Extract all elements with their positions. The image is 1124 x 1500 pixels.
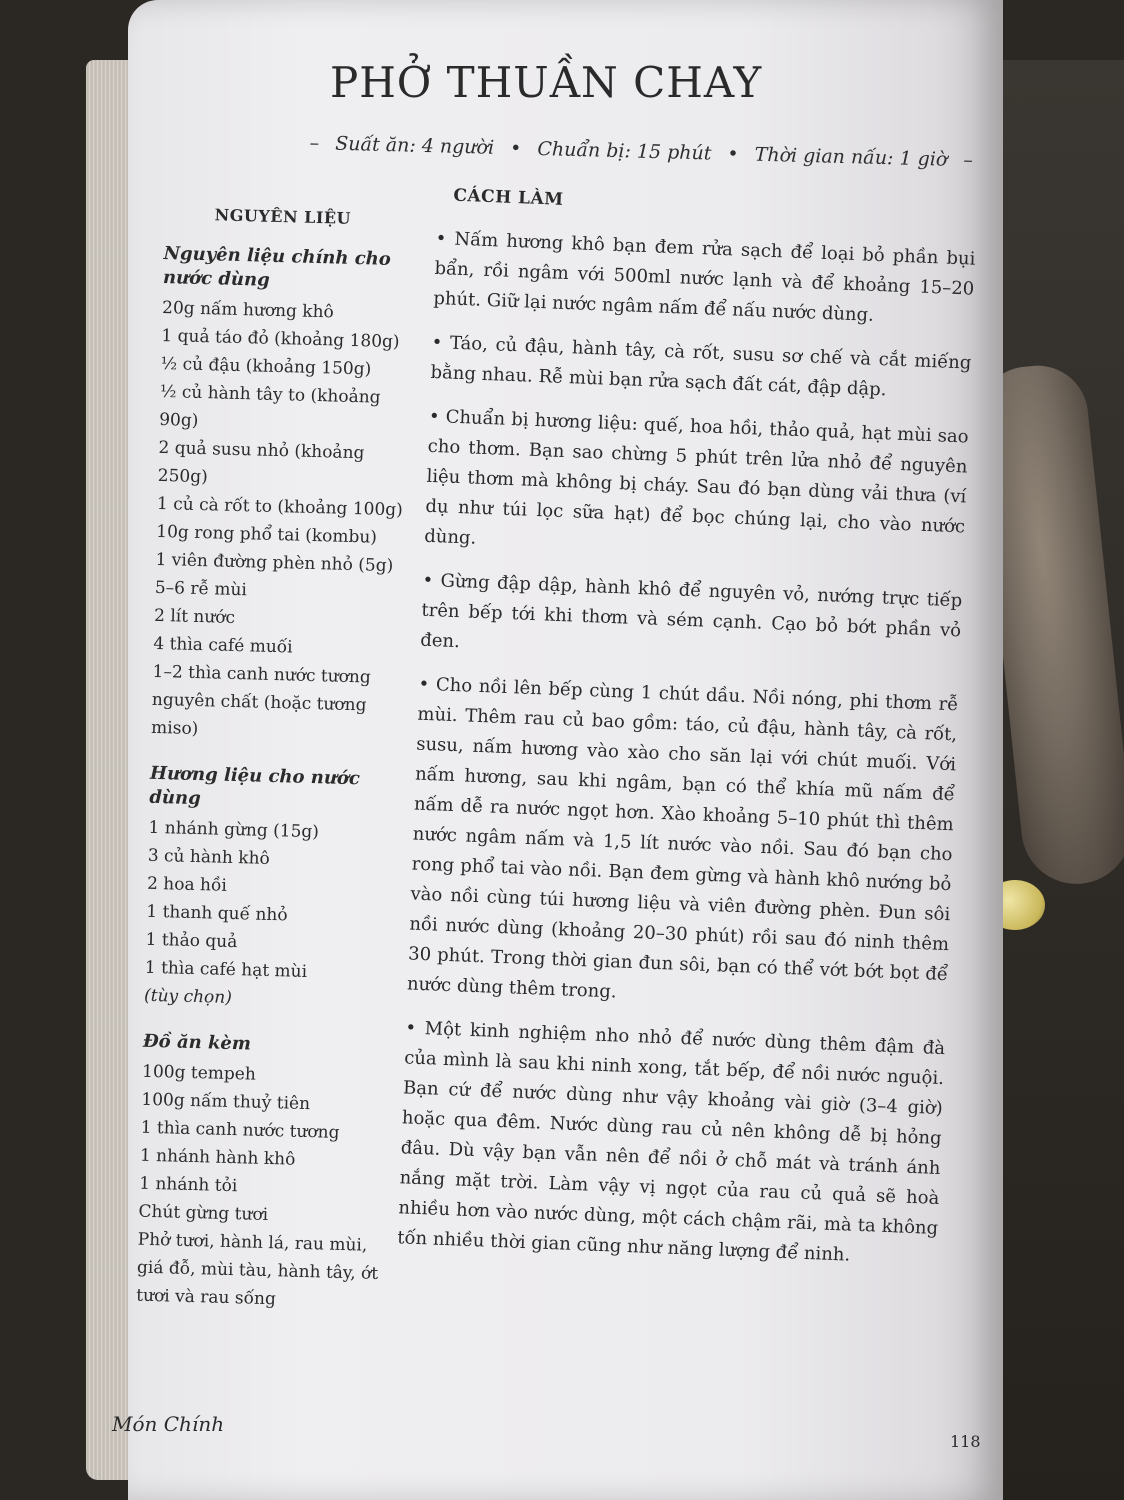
ingredient-item: Chút gừng tươi (138, 1201, 269, 1226)
method-step: • Nấm hương khô bạn đem rửa sạch để loại bỏ phần bụi bẩn, rồi ngâm với 500ml nước lạnh và để khoảng 15–20 phút. Giữ lại nước ngâm nấm để nấu nước dùng. (433, 227, 976, 326)
ingredient-item: 2 quả susu nhỏ (khoảng 250g) (157, 437, 365, 488)
ingredient-item: ½ củ hành tây to (khoảng 90g) (158, 381, 381, 431)
ingredient-item: Phở tươi, hành lá, rau mùi, giá đỗ, mùi tàu, hành tây, ớt tươi và rau sống (136, 1229, 379, 1310)
ingredient-item: ½ củ đậu (khoảng 150g) (160, 353, 372, 380)
meta-bullet-1: • (509, 137, 522, 160)
ingredients-section-title: Hương liệu cho nước dùng (149, 762, 361, 810)
method-step: • Gừng đập dập, hành khô để nguyên vỏ, nướng trực tiếp trên bếp tới khi thơm và sém cạnh. Cạo bỏ bớt phần vỏ đen. (419, 569, 963, 653)
ingredients-heading: NGUYÊN LIỆU (214, 205, 352, 228)
ingredients-section-title: Đồ ăn kèm (142, 1030, 252, 1055)
ingredient-item: 2 lít nước (153, 605, 236, 628)
ingredient-item: 1 thảo quả (145, 929, 238, 953)
ingredient-item: 5–6 rễ mùi (154, 577, 248, 601)
meta-cook: Thời gian nấu: 1 giờ (754, 143, 948, 171)
ingredient-item: (tùy chọn) (143, 985, 233, 1009)
recipe-title: PHỞ THUẦN CHAY (330, 58, 763, 107)
ingredient-item: 100g tempeh (141, 1061, 257, 1085)
ingredient-item: 1 thanh quế nhỏ (146, 901, 288, 926)
meta-prep: Chuẩn bị: 15 phút (537, 137, 712, 165)
meta-servings: Suất ăn: 4 người (334, 132, 495, 159)
method-step: • Táo, củ đậu, hành tây, cà rốt, susu sơ chế và cắt miếng bằng nhau. Rễ mùi bạn rửa sạch đất cát, đập dập. (430, 331, 972, 401)
method-column (396, 180, 977, 1288)
ingredient-item: 2 hoa hồi (146, 873, 228, 896)
ingredient-item: 4 thìa café muối (153, 633, 293, 658)
ingredient-item: 1–2 thìa canh nước tương nguyên chất (hoặc tương miso) (150, 661, 371, 740)
ingredient-item: 100g nấm thuỷ tiên (141, 1089, 311, 1115)
ingredient-item: 1 viên đường phèn nhỏ (5g) (155, 549, 394, 577)
ingredient-item: 1 thìa canh nước tương (140, 1117, 340, 1143)
ingredient-item: 1 nhánh hành khô (139, 1145, 296, 1170)
ingredient-item: 1 nhánh tỏi (138, 1173, 238, 1197)
ingredient-item: 1 thìa café hạt mùi (144, 957, 308, 982)
meta-dash-right: – (963, 149, 974, 172)
method-step: • Cho nồi lên bếp cùng 1 chút dầu. Nồi nóng, phi thơm rễ mùi. Thêm rau củ bao gồm: táo, củ đậu, hành tây, cà rốt, susu, nấm hương vào xào cho săn lại với chút muối. Với nấm hương, sau khi ngâm, bạn có thể khía mũ nấm để nấm dễ ra nước ngọt hơn. Xào khoảng 5–10 phút thì thêm nước ngâm nấm và 1,5 lít nước vào nồi. Sau đó bạn cho rong phổ tai vào nồi. Bạn đem gừng và hành khô nướng bỏ vào nồi cùng túi hương liệu và viên đường phèn. Đun sôi nồi nước dùng (khoảng 20–30 phút) rồi sau đó ninh thêm 30 phút. Trong thời gian đun sôi, bạn có thể vớt bớt bọt để nước dùng thêm trong. (406, 673, 959, 1003)
method-heading: CÁCH LÀM (453, 185, 564, 210)
ingredients-column (136, 200, 415, 1316)
method-step: • Một kinh nghiệm nho nhỏ để nước dùng thêm đậm đà của mình là sau khi ninh xong, tắt bếp, để nồi nước nguội. Bạn cứ để nước dùng như vậy khoảng vài giờ (3–4 giờ) hoặc qua đêm. Nước dùng rau củ nên không dễ bị hỏng đâu. Dù vậy bạn vẫn nên để nồi ở chỗ mát và tránh ánh nắng mặt trời. Làm vậy vị ngọt của rau củ quả sẽ hoà nhiều hơn vào nước dùng, một cách chậm rãi, mà ta không tốn nhiều thời gian cũng như năng lượng để ninh. (396, 1017, 946, 1266)
page-number: 118 (950, 1432, 981, 1451)
ingredient-item: 10g rong phổ tai (kombu) (156, 521, 378, 548)
ingredient-item: 3 củ hành khô (147, 845, 271, 869)
ingredient-item: 1 quả táo đỏ (khoảng 180g) (161, 325, 400, 353)
ingredients-section-title: Nguyên liệu chính cho nước dùng (162, 242, 392, 291)
ingredient-item: 1 nhánh gừng (15g) (148, 817, 320, 843)
footer-section-name: Món Chính (112, 1412, 225, 1436)
meta-bullet-2: • (727, 142, 739, 166)
method-step: • Chuẩn bị hương liệu: quế, hoa hồi, thảo quả, hạt mùi sao cho thơm. Bạn sao chừng 5 phút trên lửa nhỏ để nguyên liệu thơm mà không bị cháy. Sau đó bạn dùng vải thưa (ví dụ như túi lọc sữa hạt) để bọc chúng lại, cho vào nước dùng. (423, 405, 969, 549)
ingredient-item: 1 củ cà rốt to (khoảng 100g) (156, 493, 404, 521)
ingredient-item: 20g nấm hương khô (161, 297, 335, 323)
meta-dash-left: – (309, 132, 320, 155)
